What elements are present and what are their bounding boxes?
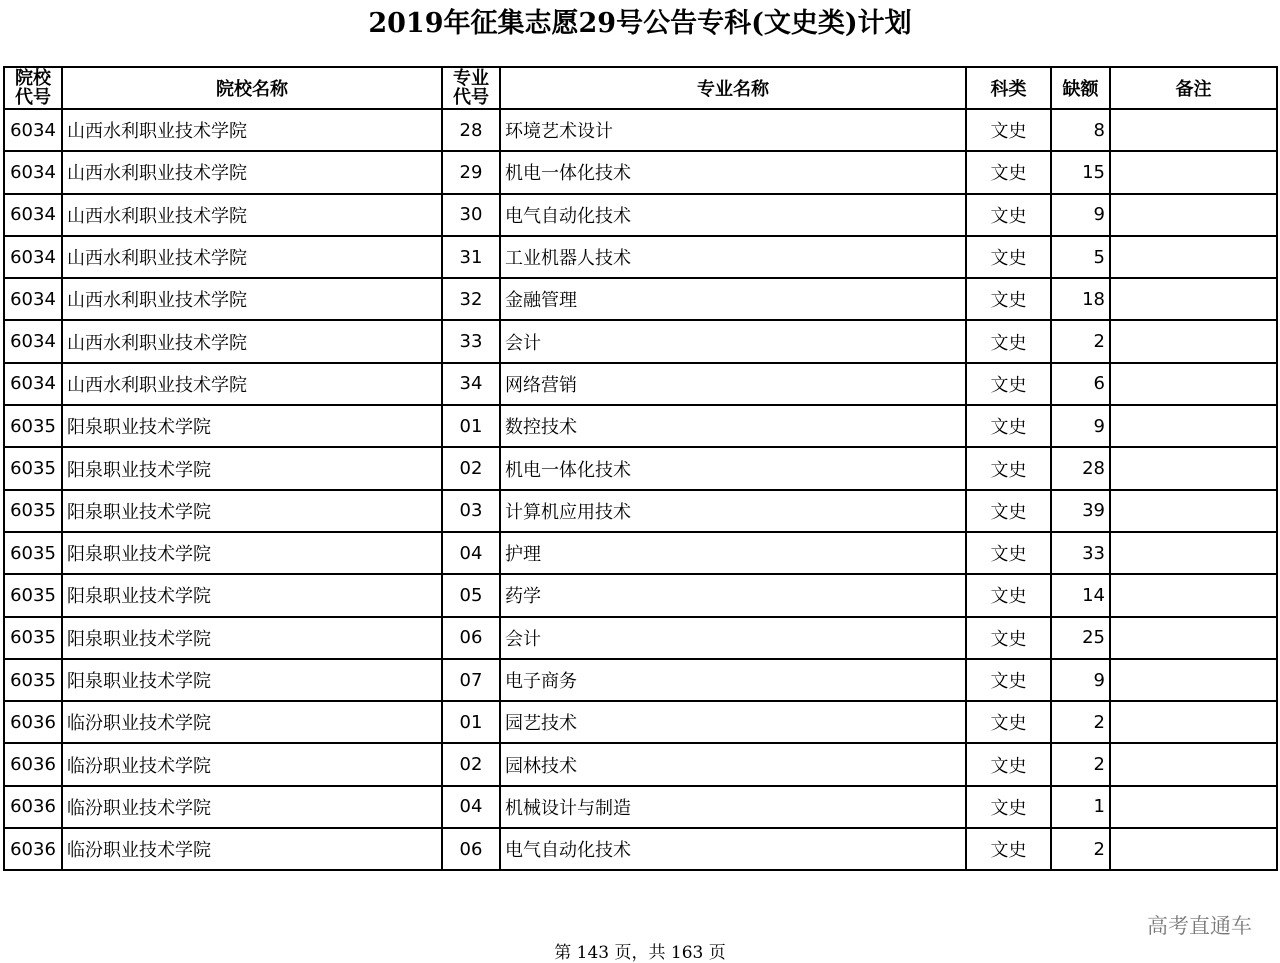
cell-major-code: 06 — [442, 617, 500, 659]
cell-major-name: 环境艺术设计 — [500, 109, 966, 151]
table-header-row — [4, 67, 1277, 109]
cell-note — [1110, 151, 1277, 193]
cell-note — [1110, 109, 1277, 151]
cell-quota: 18 — [1051, 278, 1110, 320]
table-row — [4, 194, 1277, 236]
cell-school-name: 阳泉职业技术学院 — [62, 574, 442, 616]
cell-major-name: 计算机应用技术 — [500, 490, 966, 532]
cell-quota: 2 — [1051, 320, 1110, 362]
cell-school-code: 6035 — [4, 617, 62, 659]
cell-quota: 2 — [1051, 828, 1110, 870]
cell-category: 文史 — [966, 320, 1051, 362]
cell-major-name: 电气自动化技术 — [500, 828, 966, 870]
cell-school-code: 6036 — [4, 743, 62, 785]
cell-category: 文史 — [966, 659, 1051, 701]
cell-category: 文史 — [966, 743, 1051, 785]
cell-major-code: 01 — [442, 701, 500, 743]
cell-school-name: 山西水利职业技术学院 — [62, 363, 442, 405]
cell-school-name: 阳泉职业技术学院 — [62, 490, 442, 532]
enrollment-plan-table — [3, 66, 1278, 871]
cell-major-name: 会计 — [500, 320, 966, 362]
cell-major-name: 园艺技术 — [500, 701, 966, 743]
cell-major-name: 护理 — [500, 532, 966, 574]
table-row — [4, 151, 1277, 193]
cell-school-name: 阳泉职业技术学院 — [62, 532, 442, 574]
cell-note — [1110, 363, 1277, 405]
cell-category: 文史 — [966, 532, 1051, 574]
cell-quota: 2 — [1051, 701, 1110, 743]
cell-note — [1110, 574, 1277, 616]
cell-quota: 5 — [1051, 236, 1110, 278]
cell-major-name: 工业机器人技术 — [500, 236, 966, 278]
cell-quota: 8 — [1051, 109, 1110, 151]
table-row — [4, 786, 1277, 828]
cell-category: 文史 — [966, 828, 1051, 870]
cell-note — [1110, 236, 1277, 278]
cell-school-name: 山西水利职业技术学院 — [62, 236, 442, 278]
header-school-name: 院校名称 — [62, 67, 442, 109]
header-school-code: 院校 代号 — [4, 67, 62, 109]
cell-quota: 28 — [1051, 447, 1110, 489]
cell-major-code: 34 — [442, 363, 500, 405]
cell-major-code: 04 — [442, 786, 500, 828]
table-row — [4, 363, 1277, 405]
cell-school-code: 6035 — [4, 574, 62, 616]
cell-major-code: 05 — [442, 574, 500, 616]
table-row — [4, 490, 1277, 532]
cell-quota: 9 — [1051, 194, 1110, 236]
cell-category: 文史 — [966, 278, 1051, 320]
table-row — [4, 405, 1277, 447]
cell-quota: 39 — [1051, 490, 1110, 532]
table-row — [4, 617, 1277, 659]
cell-school-code: 6035 — [4, 532, 62, 574]
table-row — [4, 659, 1277, 701]
cell-major-name: 药学 — [500, 574, 966, 616]
cell-school-code: 6035 — [4, 659, 62, 701]
cell-major-code: 33 — [442, 320, 500, 362]
cell-school-name: 山西水利职业技术学院 — [62, 109, 442, 151]
header-category: 科类 — [966, 67, 1051, 109]
cell-note — [1110, 278, 1277, 320]
cell-major-name: 数控技术 — [500, 405, 966, 447]
cell-category: 文史 — [966, 363, 1051, 405]
cell-note — [1110, 659, 1277, 701]
table-row — [4, 743, 1277, 785]
cell-school-name: 山西水利职业技术学院 — [62, 278, 442, 320]
cell-school-name: 山西水利职业技术学院 — [62, 194, 442, 236]
cell-category: 文史 — [966, 490, 1051, 532]
cell-school-code: 6036 — [4, 828, 62, 870]
cell-school-code: 6034 — [4, 363, 62, 405]
table-row — [4, 278, 1277, 320]
cell-quota: 9 — [1051, 659, 1110, 701]
cell-school-name: 临汾职业技术学院 — [62, 701, 442, 743]
cell-major-code: 07 — [442, 659, 500, 701]
cell-school-code: 6034 — [4, 278, 62, 320]
cell-category: 文史 — [966, 405, 1051, 447]
header-major-code: 专业 代号 — [442, 67, 500, 109]
cell-note — [1110, 786, 1277, 828]
cell-major-code: 31 — [442, 236, 500, 278]
cell-note — [1110, 194, 1277, 236]
cell-note — [1110, 532, 1277, 574]
cell-major-code: 02 — [442, 447, 500, 489]
cell-school-name: 临汾职业技术学院 — [62, 828, 442, 870]
cell-school-code: 6034 — [4, 236, 62, 278]
table-row — [4, 701, 1277, 743]
cell-major-code: 02 — [442, 743, 500, 785]
cell-major-code: 04 — [442, 532, 500, 574]
cell-category: 文史 — [966, 109, 1051, 151]
cell-school-name: 临汾职业技术学院 — [62, 786, 442, 828]
cell-major-code: 03 — [442, 490, 500, 532]
cell-category: 文史 — [966, 617, 1051, 659]
cell-major-name: 网络营销 — [500, 363, 966, 405]
table-row — [4, 236, 1277, 278]
header-quota: 缺额 — [1051, 67, 1110, 109]
cell-school-name: 阳泉职业技术学院 — [62, 447, 442, 489]
cell-major-name: 电气自动化技术 — [500, 194, 966, 236]
cell-major-code: 30 — [442, 194, 500, 236]
watermark: 高考直通车 — [1147, 914, 1252, 938]
cell-school-code: 6034 — [4, 194, 62, 236]
cell-note — [1110, 490, 1277, 532]
cell-school-code: 6034 — [4, 109, 62, 151]
cell-quota: 9 — [1051, 405, 1110, 447]
cell-major-name: 机电一体化技术 — [500, 151, 966, 193]
cell-category: 文史 — [966, 786, 1051, 828]
cell-note — [1110, 405, 1277, 447]
cell-quota: 15 — [1051, 151, 1110, 193]
cell-category: 文史 — [966, 194, 1051, 236]
cell-quota: 25 — [1051, 617, 1110, 659]
cell-category: 文史 — [966, 701, 1051, 743]
table-body — [4, 109, 1277, 870]
cell-quota: 33 — [1051, 532, 1110, 574]
table-row — [4, 574, 1277, 616]
cell-category: 文史 — [966, 447, 1051, 489]
cell-school-name: 阳泉职业技术学院 — [62, 405, 442, 447]
cell-major-code: 32 — [442, 278, 500, 320]
cell-quota: 1 — [1051, 786, 1110, 828]
cell-category: 文史 — [966, 574, 1051, 616]
cell-major-name: 会计 — [500, 617, 966, 659]
table-row — [4, 828, 1277, 870]
header-note: 备注 — [1110, 67, 1277, 109]
cell-note — [1110, 447, 1277, 489]
cell-major-code: 28 — [442, 109, 500, 151]
cell-quota: 2 — [1051, 743, 1110, 785]
header-major-name: 专业名称 — [500, 67, 966, 109]
cell-major-name: 园林技术 — [500, 743, 966, 785]
cell-category: 文史 — [966, 236, 1051, 278]
cell-school-code: 6036 — [4, 786, 62, 828]
page-footer: 第 143 页，共 163 页 — [554, 943, 726, 963]
cell-school-code: 6034 — [4, 320, 62, 362]
page-title: 2019年征集志愿29号公告专科(文史类)计划 — [368, 8, 912, 39]
cell-major-name: 金融管理 — [500, 278, 966, 320]
cell-major-name: 电子商务 — [500, 659, 966, 701]
cell-school-code: 6034 — [4, 151, 62, 193]
cell-note — [1110, 828, 1277, 870]
cell-school-name: 山西水利职业技术学院 — [62, 151, 442, 193]
cell-school-name: 阳泉职业技术学院 — [62, 659, 442, 701]
cell-quota: 6 — [1051, 363, 1110, 405]
cell-note — [1110, 701, 1277, 743]
table-row — [4, 320, 1277, 362]
cell-major-name: 机电一体化技术 — [500, 447, 966, 489]
cell-school-code: 6035 — [4, 447, 62, 489]
table-row — [4, 109, 1277, 151]
cell-school-name: 山西水利职业技术学院 — [62, 320, 442, 362]
cell-major-name: 机械设计与制造 — [500, 786, 966, 828]
cell-major-code: 29 — [442, 151, 500, 193]
cell-school-code: 6035 — [4, 490, 62, 532]
table-row — [4, 447, 1277, 489]
cell-quota: 14 — [1051, 574, 1110, 616]
cell-school-code: 6035 — [4, 405, 62, 447]
table-row — [4, 532, 1277, 574]
cell-school-name: 临汾职业技术学院 — [62, 743, 442, 785]
cell-school-code: 6036 — [4, 701, 62, 743]
cell-category: 文史 — [966, 151, 1051, 193]
cell-major-code: 06 — [442, 828, 500, 870]
cell-major-code: 01 — [442, 405, 500, 447]
cell-school-name: 阳泉职业技术学院 — [62, 617, 442, 659]
cell-note — [1110, 743, 1277, 785]
cell-note — [1110, 617, 1277, 659]
cell-note — [1110, 320, 1277, 362]
